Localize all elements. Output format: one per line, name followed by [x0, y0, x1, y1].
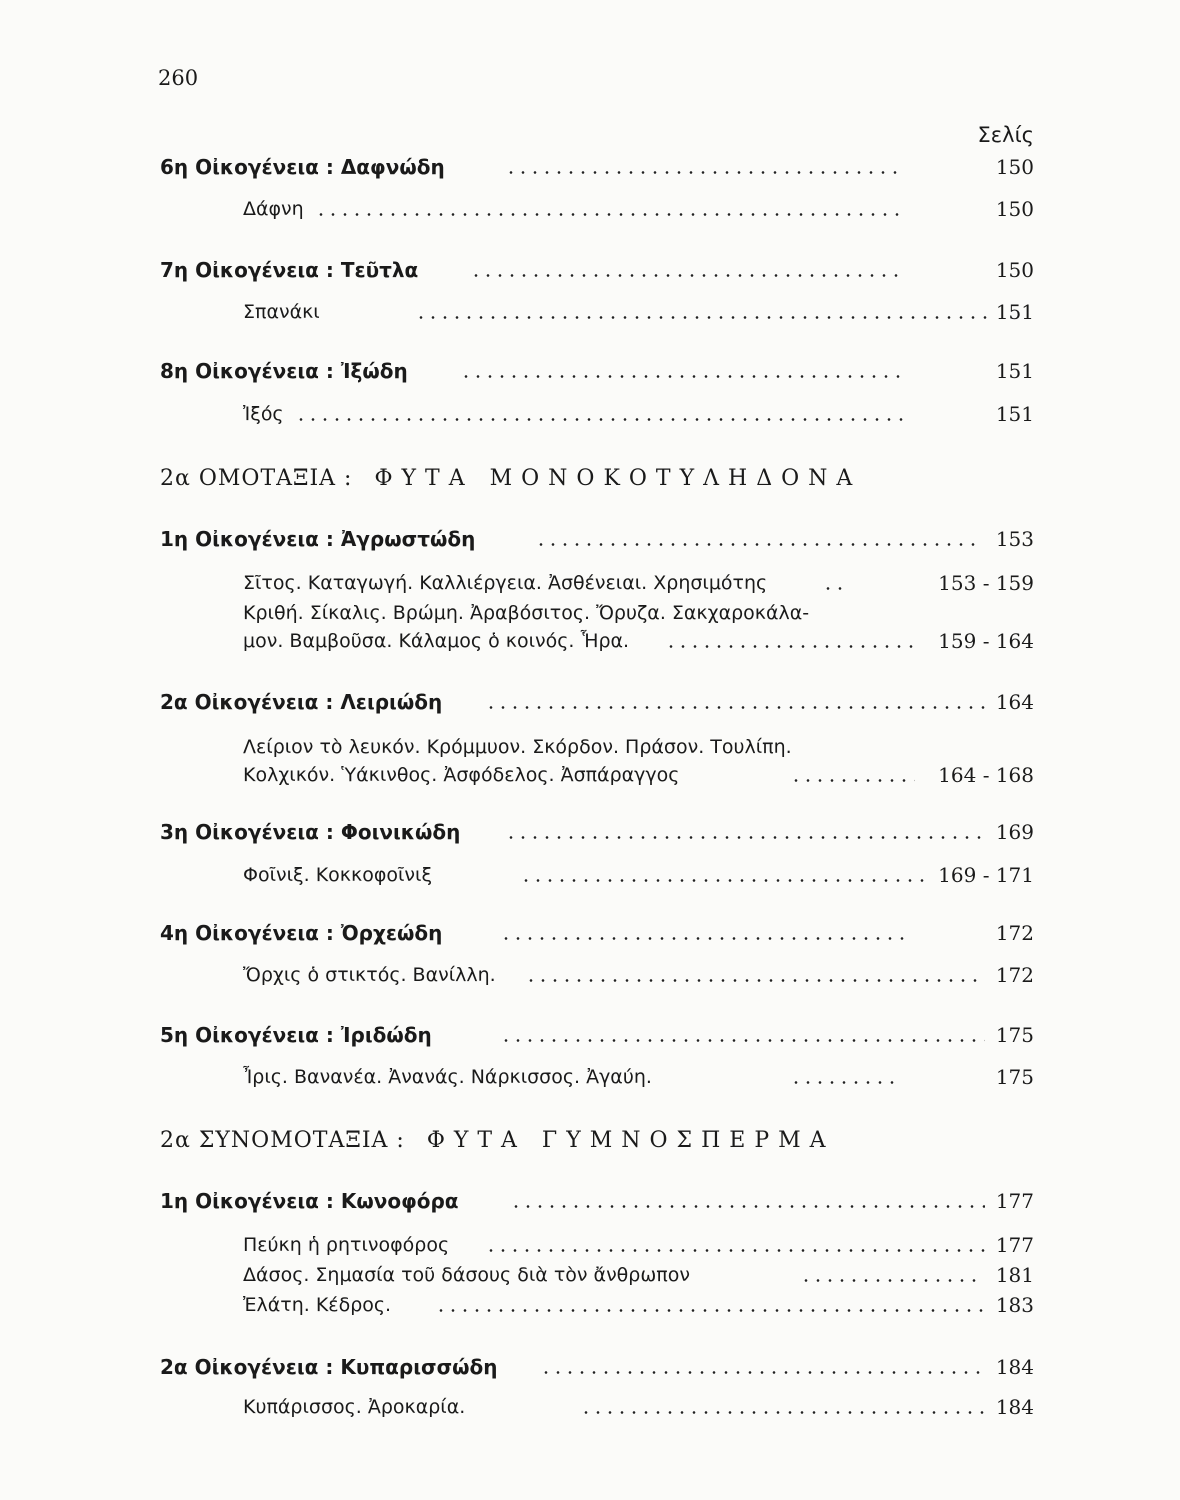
entry-label: 5η Οἰκογένεια : Ἰριδώδη	[160, 1023, 432, 1047]
section-title: ΦΥΤΑ ΓΥΜΝΟΣΠΕΡΜΑ	[426, 1128, 835, 1153]
entry-page: 169 - 171	[938, 863, 1034, 887]
dot-leader	[500, 1039, 985, 1042]
toc-entry	[0, 354, 1180, 388]
entry-label: Κολχικόν. Ὑάκινθος. Ἀσφόδελος. Ἀσπάραγγος	[243, 764, 680, 786]
entry-page: 175	[995, 1023, 1034, 1047]
toc-entry	[0, 192, 1180, 226]
entry-label: 1η Οἰκογένεια : Κωνοφόρα	[160, 1189, 459, 1213]
dot-leader	[790, 1081, 900, 1084]
toc-entry	[0, 1258, 1180, 1292]
entry-page: 181	[995, 1263, 1034, 1287]
entry-label: 1η Οἰκογένεια : Ἀγρωστώδη	[160, 527, 476, 551]
entry-label: Κριθή. Σίκαλις. Βρώμη. Ἀραβόσιτος. Ὄρυζα. Σακχαροκάλα-	[243, 602, 810, 624]
entry-page: 151	[995, 359, 1034, 383]
entry-label: Σπανάκι	[243, 301, 320, 323]
dot-leader	[510, 1205, 985, 1208]
dot-leader	[415, 316, 990, 319]
entry-page: 169	[995, 820, 1034, 844]
dot-leader	[435, 1309, 985, 1312]
toc-entry	[0, 150, 1180, 184]
entry-page: 183	[995, 1293, 1034, 1317]
entry-label: 2α Οἰκογένεια : Λειριώδη	[160, 690, 443, 714]
dot-leader	[520, 879, 930, 882]
toc-entry	[0, 1228, 1180, 1262]
dot-leader	[540, 1371, 985, 1374]
dot-leader	[485, 1249, 985, 1252]
dot-leader	[790, 779, 915, 782]
entry-page: 184	[995, 1395, 1034, 1419]
toc-entry	[0, 758, 1180, 792]
dot-leader	[505, 836, 985, 839]
page-number: 260	[158, 66, 199, 90]
toc-entry	[0, 958, 1180, 992]
entry-label: 6η Οἰκογένεια : Δαφνώδη	[160, 155, 445, 179]
section-heading	[160, 462, 861, 496]
toc-entry	[0, 916, 1180, 950]
entry-label: Πεύκη ἡ ρητινοφόρος	[243, 1234, 450, 1256]
entry-page: 150	[995, 155, 1034, 179]
dot-leader	[800, 1279, 980, 1282]
entry-label: Ὄρχις ὁ στικτός. Βανίλλη.	[243, 964, 496, 986]
dot-leader	[295, 418, 905, 421]
entry-label: Ἰξός	[243, 403, 284, 425]
toc-entry	[0, 397, 1180, 431]
entry-label: 7η Οἰκογένεια : Τεῦτλα	[160, 258, 419, 282]
toc-entry	[0, 295, 1180, 329]
entry-label: Κυπάρισσος. Ἀροκαρία.	[243, 1396, 466, 1418]
dot-leader	[580, 1411, 985, 1414]
entry-page: 172	[995, 963, 1034, 987]
entry-page: 150	[995, 258, 1034, 282]
entry-label: 3η Οἰκογένεια : Φοινικώδη	[160, 820, 461, 844]
entry-label: Δάσος. Σημασία τοῦ δάσους διὰ τὸν ἄνθρωπον	[243, 1264, 690, 1286]
dot-leader	[485, 706, 985, 709]
entry-label: Ἐλάτη. Κέδρος.	[243, 1294, 392, 1316]
entry-page: 150	[995, 197, 1034, 221]
entry-page: 184	[995, 1355, 1034, 1379]
section-prefix: 2α ΣΥΝΟΜΟΤΑΞΙΑ :	[160, 1128, 405, 1153]
entry-label: Φοῖνιξ. Κοκκοφοῖνιξ	[243, 864, 433, 886]
entry-label: Σῖτος. Καταγωγή. Καλλιέργεια. Ἀσθένειαι. Χρησιμότης	[243, 572, 768, 594]
toc-entry	[0, 1184, 1180, 1218]
entry-page: 153	[995, 527, 1034, 551]
dot-leader	[665, 645, 915, 648]
dot-leader	[525, 979, 985, 982]
toc-entry	[0, 858, 1180, 892]
toc-entry	[0, 1060, 1180, 1094]
dot-leader	[460, 375, 905, 378]
entry-label: μον. Βαμβοῦσα. Κάλαμος ὁ κοινός. Ἧρα.	[243, 630, 630, 652]
entry-page: 151	[995, 402, 1034, 426]
entry-page: 151	[995, 300, 1034, 324]
entry-label: Ἶρις. Βανανέα. Ἀνανάς. Νάρκισσος. Ἀγαύη.	[243, 1066, 652, 1088]
toc-entry	[0, 1350, 1180, 1384]
toc-entry	[0, 624, 1180, 658]
entry-label: 4η Οἰκογένεια : Ὀρχεώδη	[160, 921, 443, 945]
entry-page: 172	[995, 921, 1034, 945]
section-heading	[160, 1124, 835, 1158]
toc-entry	[0, 815, 1180, 849]
entry-label: 2α Οἰκογένεια : Κυπαρισσώδη	[160, 1355, 498, 1379]
entry-page: 159 - 164	[938, 629, 1034, 653]
toc-entry	[0, 566, 1180, 600]
toc-entry	[0, 1018, 1180, 1052]
entry-page: 164 - 168	[938, 763, 1034, 787]
dot-leader	[505, 171, 905, 174]
toc-entry	[0, 685, 1180, 719]
entry-page: 164	[995, 690, 1034, 714]
toc-entry	[0, 522, 1180, 556]
toc-entry	[0, 1390, 1180, 1424]
entry-label: Δάφνη	[243, 198, 304, 220]
entry-page: 177	[995, 1189, 1034, 1213]
dot-leader	[822, 587, 844, 590]
section-title: ΦΥΤΑ ΜΟΝΟΚΟΤΥΛΗΔΟΝΑ	[374, 466, 862, 491]
toc-entry	[0, 253, 1180, 287]
entry-page: 153 - 159	[938, 571, 1034, 595]
column-header: Σελίς	[977, 123, 1034, 147]
entry-page: 177	[995, 1233, 1034, 1257]
dot-leader	[470, 274, 905, 277]
entry-label: 8η Οἰκογένεια : Ἰξώδη	[160, 359, 408, 383]
dot-leader	[500, 937, 905, 940]
section-prefix: 2α ΟΜΟΤΑΞΙΑ :	[160, 466, 353, 491]
entry-label: Λείριον τὸ λευκόν. Κρόμμυον. Σκόρδον. Πράσον. Τουλίπη.	[243, 736, 792, 758]
entry-page: 175	[995, 1065, 1034, 1089]
dot-leader	[535, 543, 975, 546]
dot-leader	[315, 213, 905, 216]
toc-entry	[0, 1288, 1180, 1322]
